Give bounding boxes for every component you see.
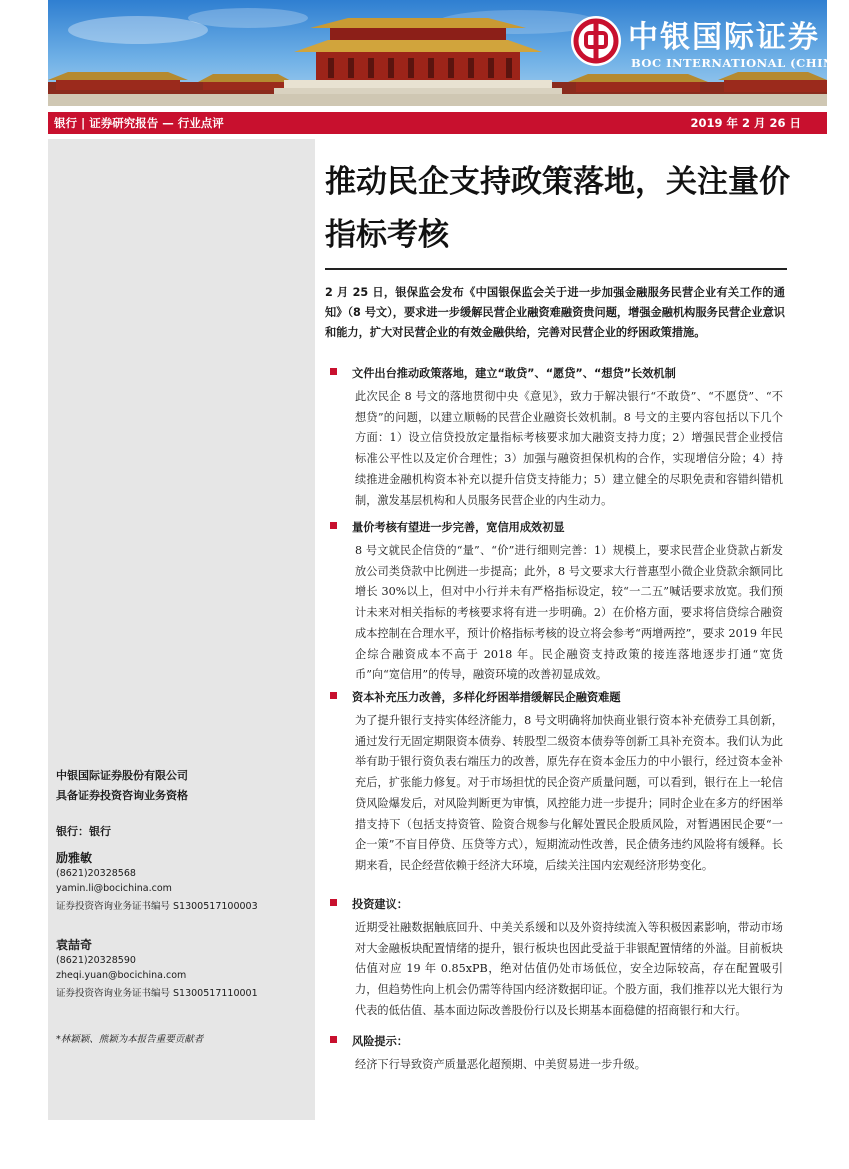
analyst-name: 励雅敏 bbox=[56, 851, 93, 865]
sidebar bbox=[48, 139, 315, 1120]
section-heading: 资本补充压力改善，多样化纾困举措缓解民企融资难题 bbox=[352, 691, 621, 704]
analyst-cert: 证券投资咨询业务证书编号 S1300517100003 bbox=[56, 901, 258, 912]
boc-logo-icon bbox=[571, 16, 621, 66]
sector-label: 银行：银行 bbox=[56, 825, 111, 838]
bullet-square-icon bbox=[329, 691, 339, 701]
bullet-square-icon bbox=[329, 1035, 339, 1045]
company-name: 中银国际证券股份有限公司 bbox=[56, 769, 188, 782]
brand-name-en: BOC INTERNATIONAL (CHINA) bbox=[631, 56, 849, 70]
section-body: 此次民企 8 号文的落地贯彻中央《意见》，致力于解决银行“不敢贷”、“不愿贷”、“不想贷”的问题，以建立顺畅的民营企业融资长效机制。8 号文的主要内容包括以下几个方面：1）设立信贷投放定量指标考核要求加大融资支持力度；2）增强民营企业授信标准公平性以及定价合理性；3）加强与融资担保机构的合作，实现增信分险；4）持续推进金融机构资本补充以提升信贷支持能力；5）建立健全的尽职免责和容错纠错机制，激发基层机构和人员服务民营企业的内生动力。 bbox=[355, 390, 783, 507]
brand-name-cn: 中银国际证券 bbox=[628, 20, 820, 55]
bullet-square-icon bbox=[329, 898, 339, 908]
section-body: 经济下行导致资产质量恶化超预期、中美贸易进一步升级。 bbox=[355, 1058, 646, 1071]
title-divider bbox=[325, 268, 787, 270]
section-heading: 文件出台推动政策落地，建立“敢贷”、“愿贷”、“想贷”长效机制 bbox=[352, 367, 676, 380]
analyst-email[interactable]: zheqi.yuan@bocichina.com bbox=[56, 970, 187, 981]
section-body: 8 号文就民企信贷的“量”、“价”进行细则完善：1）规模上，要求民营企业贷款占新发放公司类贷款中比例进一步提高；此外，8 号文要求大行普惠型小微企业贷款余额同比增长 30%以上，但对中小行并未有严格指标设定，较“一二五”喊话要求放宽。我们预计未来对相关指标的考核要求将有进一步明确。2）在价格方面，要求将信贷综合融资成本控制在合理水平，预计价格指标考核的设立将会参考“两增两控”，要求 2019 年民企综合融资成本不高于 2018 年。民企融资支持政策的接连落地逐步打通“宽货币”向“宽信用”的传导，融资环境的改善初显成效。 bbox=[355, 544, 783, 682]
section-heading: 量价考核有望进一步完善，宽信用成效初显 bbox=[352, 521, 565, 534]
report-date: 2019 年 2 月 26 日 bbox=[690, 116, 801, 130]
company-qualification: 具备证券投资咨询业务资格 bbox=[56, 789, 188, 802]
summary-paragraph: 2 月 25 日，银保监会发布《中国银保监会关于进一步加强金融服务民营企业有关工作的通知》（8 号文），要求进一步缓解民营企业融资难融资贵问题，增强金融机构服务民营企业意识和能力，扩大对民营企业的有效金融供给，完善对民营企业的纾困政策措施。 bbox=[325, 286, 785, 339]
analyst-name: 袁喆奇 bbox=[56, 938, 93, 952]
analyst-email[interactable]: yamin.li@bocichina.com bbox=[56, 883, 172, 894]
section-heading: 风险提示： bbox=[352, 1035, 408, 1048]
bullet-square-icon bbox=[329, 367, 339, 377]
analyst-phone: (8621)20328590 bbox=[56, 955, 136, 966]
page-title: 推动民企支持政策落地，关注量价指标考核 bbox=[325, 164, 790, 253]
analyst-phone: (8621)20328568 bbox=[56, 868, 136, 879]
section-body: 为了提升银行支持实体经济能力，8 号文明确将加快商业银行资本补充债券工具创新，通过发行无固定期限资本债券、转股型二级资本债券等创新工具补充资本。我们认为此举有助于银行资负表右端压力的改善，原先存在资本金压力的中小银行，经过资本金补充后，扩张能力修复。对于市场担忧的民企资产质量问题，可以看到，银行在上一轮信贷风险爆发后，对风险判断更为审慎，风控能力进一步提升；同时企业在多方的纾困举措支持下（包括支持资管、险资合规参与化解处置民企股质风险，对暂遇困民企要“一企一策”不盲目停贷、压贷等方式），短期流动性改善，民企债务违约风险将有缓释。长期来看，民企经营依赖于经济大环境，后续关注国内宏观经济形势变化。 bbox=[355, 714, 783, 872]
analyst-cert: 证券投资咨询业务证书编号 S1300517110001 bbox=[56, 988, 258, 999]
contributors-note: *林颖颖、熊颖为本报告重要贡献者 bbox=[56, 1034, 204, 1045]
bullet-square-icon bbox=[329, 521, 339, 531]
report-category: 银行 | 证券研究报告 — 行业点评 bbox=[54, 116, 224, 130]
category-bar bbox=[48, 112, 827, 134]
section-body: 近期受社融数据触底回升、中美关系缓和以及外资持续流入等积极因素影响，带动市场对大金融板块配置情绪的提升，银行板块也因此受益于非银配置情绪的外溢。目前板块估值对应 19 年 0.85xPB，绝对估值仍处市场低位，安全边际较高，存在配置吸引力，但趋势性向上机会仍需等待国内经济数据印证。个股方面，我们推荐以光大银行为代表的低估值、基本面边际改善股份行以及长期基本面稳健的招商银行和大行。 bbox=[355, 921, 783, 1017]
header-banner bbox=[48, 0, 849, 106]
section-heading: 投资建议： bbox=[352, 898, 408, 911]
